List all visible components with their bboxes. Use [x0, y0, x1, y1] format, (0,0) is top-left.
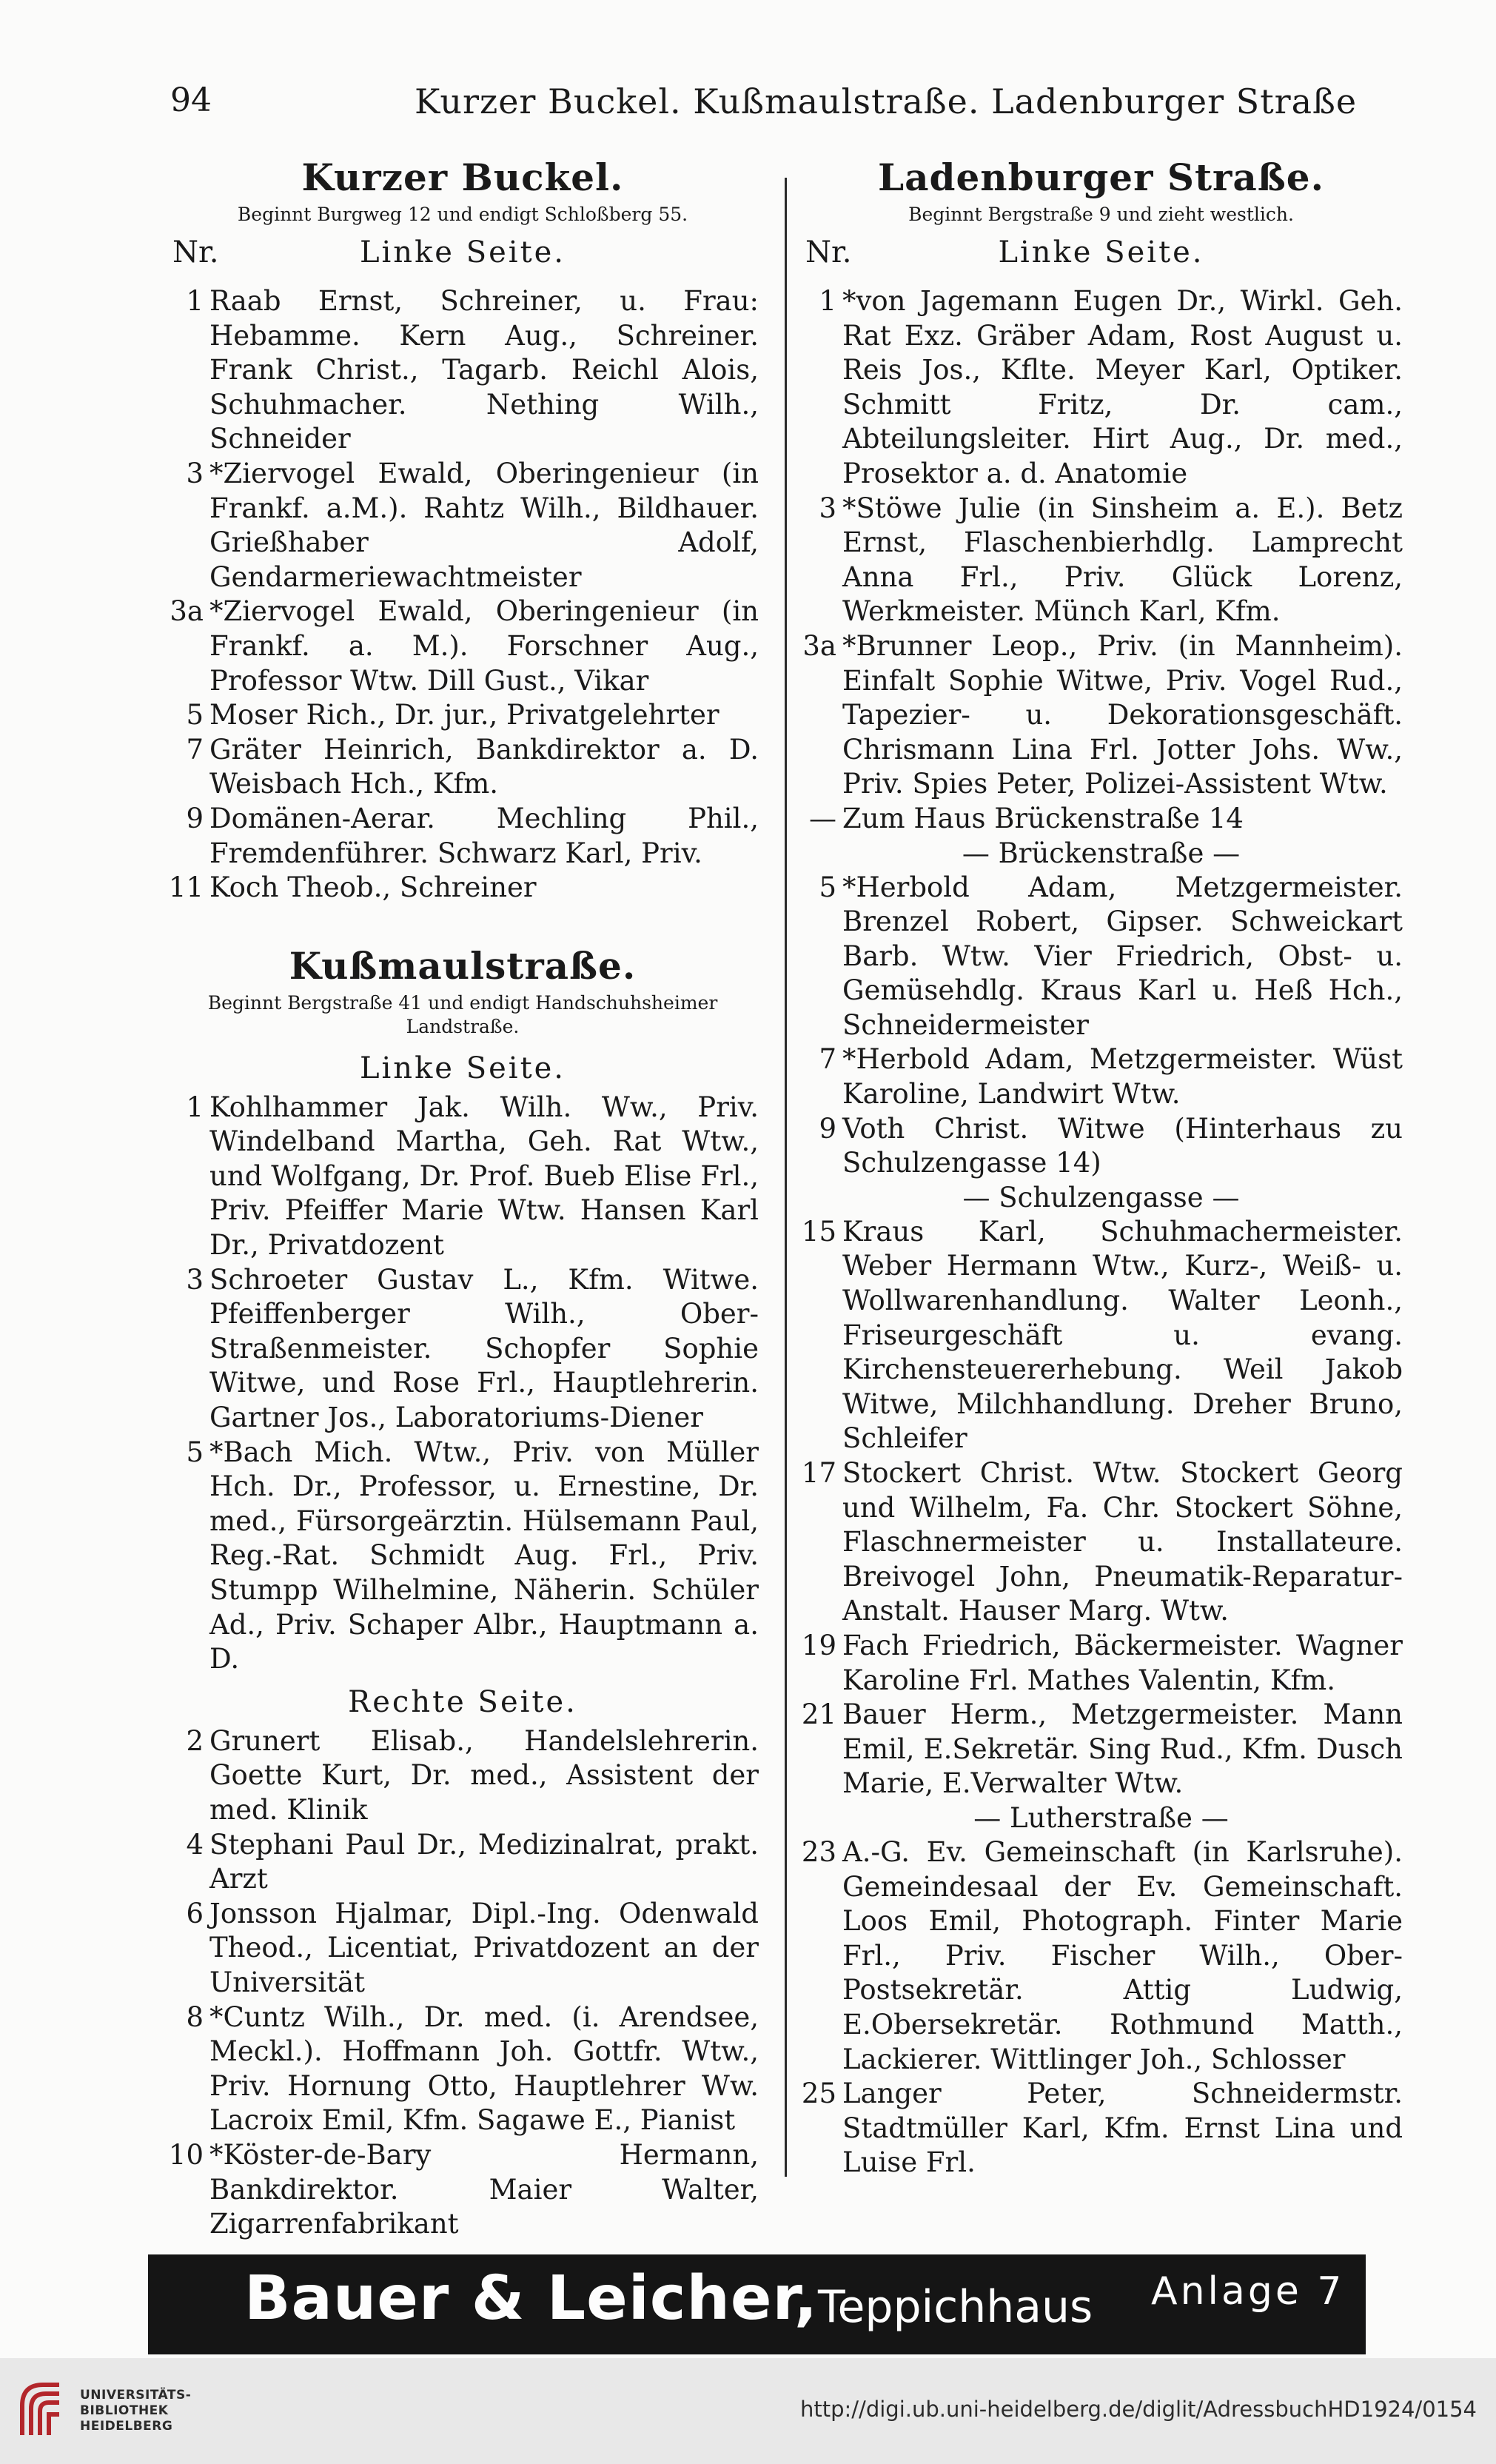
- house-number: 1: [819, 285, 836, 317]
- address-entry: [167, 1897, 759, 2001]
- house-number: 2: [186, 1724, 204, 1757]
- entry-text: Zum Haus Brückenstraße 14: [842, 802, 1244, 834]
- ad-address: Anlage 7: [1151, 2269, 1345, 2314]
- entry-text: *Bach Mich. Wtw., Priv. von Müller Hch. Dr., Professor, u. Ernestine, Dr. med., Fürsorgeärztin. Hülsemann Paul, Reg.-Rat. Schmidt Aug. Frl., Priv. Stumpp Wilhelmine, Näherin. Schüler Ad., Priv. Schaper Albr., Hauptmann a. D.: [209, 1436, 759, 1675]
- house-number: 9: [819, 1112, 836, 1145]
- ad-product: Teppichhaus: [818, 2281, 1093, 2333]
- permalink-url[interactable]: http://digi.ub.uni-heidelberg.de/diglit/AdressbuchHD1924/0154: [799, 2397, 1477, 2422]
- library-logo-icon: [16, 2380, 68, 2440]
- house-number: 4: [186, 1828, 204, 1861]
- library-name-line: UNIVERSITÄTS-: [80, 2388, 192, 2403]
- house-number: 3: [186, 457, 204, 489]
- house-number: 9: [186, 802, 204, 834]
- entry-text: Schroeter Gustav L., Kfm. Witwe. Pfeiffenberger Wilh., Ober-Straßenmeister. Schopfer Sophie Witwe, und Rose Frl., Hauptlehrerin. Gartner Jos., Laboratoriums-Diener: [209, 1263, 759, 1434]
- entry-text: Langer Peter, Schneidermstr. Stadtmüller Karl, Kfm. Ernst Lina und Luise Frl.: [842, 2078, 1403, 2179]
- address-entry: [799, 1215, 1403, 1456]
- address-entry: [167, 1724, 759, 1828]
- side-label-left: Linke Seite.: [359, 1051, 566, 1085]
- cross-street: — Schulzengasse —: [962, 1181, 1240, 1213]
- entry-text: Koch Theob., Schreiner: [209, 871, 537, 904]
- address-entry: [167, 284, 759, 457]
- section-gap: [167, 905, 759, 944]
- entry-text: Jonsson Hjalmar, Dipl.-Ing. Odenwald Theod., Licentiat, Privatdozent an der Universität: [209, 1897, 759, 1998]
- address-entry: [799, 1629, 1403, 1698]
- address-entry: [799, 1456, 1403, 1629]
- section-ladenburger-strasse: [799, 155, 1403, 2180]
- entry-text: *Herbold Adam, Metzgermeister. Brenzel Robert, Gipser. Schweickart Barb. Wtw. Vier Friedrich, Obst- u. Gemüsehdlg. Kraus Karl u. Heß Hch., Schneidermeister: [842, 871, 1403, 1041]
- address-entry: [167, 2138, 759, 2242]
- address-entry: [799, 1835, 1403, 2077]
- house-number: 6: [186, 1897, 204, 1929]
- entry-text: *Brunner Leop., Priv. (in Mannheim). Einfalt Sophie Witwe, Priv. Vogel Rud., Tapezier- u. Dekorationsgeschäft. Chrismann Lina Frl. Jotter Johs. Ww., Priv. Spies Peter, Polizei-Assistent Wtw.: [842, 629, 1403, 800]
- section-description: Beginnt Burgweg 12 und endigt Schloßberg 55.: [237, 204, 688, 225]
- house-number: 11: [168, 871, 204, 904]
- entry-text: Moser Rich., Dr. jur., Privatgelehrter: [209, 699, 720, 732]
- house-number: 15: [801, 1215, 836, 1248]
- address-entry: [799, 871, 1403, 1043]
- entry-text: Fach Friedrich, Bäckermeister. Wagner Karoline Frl. Mathes Valentin, Kfm.: [842, 1629, 1403, 1696]
- cross-street: — Lutherstraße —: [973, 1801, 1229, 1834]
- house-number: 25: [801, 2078, 836, 2110]
- address-entry: [799, 1112, 1403, 1181]
- nr-label: Nr.: [172, 235, 219, 270]
- section-kurzer-buckel: [167, 155, 759, 905]
- section-title: Kußmaulstraße.: [289, 943, 637, 988]
- section-title: Kurzer Buckel.: [301, 155, 624, 199]
- address-entry: [799, 802, 1403, 837]
- column-divider: [785, 178, 787, 2177]
- entry-text: *von Jagemann Eugen Dr., Wirkl. Geh. Rat Exz. Gräber Adam, Rost August u. Reis Jos., Kflte. Meyer Karl, Optiker. Schmitt Fritz, Dr. cam., Abteilungsleiter. Hirt Aug., Dr. med., Prosektor a. d. Anatomie: [842, 285, 1403, 489]
- house-number: 5: [186, 1436, 204, 1468]
- column-header-row: [167, 235, 759, 278]
- viewer-footer: [0, 2358, 1496, 2464]
- side-label-right: Rechte Seite.: [348, 1684, 577, 1719]
- house-number: 1: [186, 1091, 204, 1123]
- library-name-line: BIBLIOTHEK: [80, 2403, 169, 2418]
- house-number: 21: [801, 1698, 836, 1731]
- running-title: Kurzer Buckel. Kußmaulstraße. Ladenburger Straße: [415, 81, 1358, 121]
- address-entry: [799, 2077, 1403, 2180]
- address-entry: [167, 802, 759, 871]
- address-entry: [799, 492, 1403, 629]
- house-number: 23: [801, 1835, 836, 1868]
- entry-text: *Stöwe Julie (in Sinsheim a. E.). Betz Ernst, Flaschenbierhdlg. Lamprecht Anna Frl., Priv. Glück Lorenz, Werkmeister. Münch Karl, Kfm.: [842, 492, 1403, 628]
- entry-text: Domänen-Aerar. Mechling Phil., Fremdenführer. Schwarz Karl, Priv.: [209, 802, 759, 869]
- entry-text: Kraus Karl, Schuhmachermeister. Weber Hermann Wtw., Kurz-, Weiß- u. Wollwarenhandlung. Walter Leonh., Friseurgeschäft u. evang. Kirchensteuererhebung. Weil Jakob Witwe, Milchhandlung. Dreher Bruno, Schleifer: [842, 1215, 1403, 1455]
- entry-text: *Köster-de-Bary Hermann, Bankdirektor. Maier Walter, Zigarrenfabrikant: [209, 2138, 759, 2240]
- entry-text: Raab Ernst, Schreiner, u. Frau: Hebamme. Kern Aug., Schreiner. Frank Christ., Tagarb. Reichl Alois, Schuhmacher. Nething Wilh., Schneider: [209, 285, 759, 455]
- house-number: 3a: [802, 629, 836, 662]
- house-number: 8: [186, 2001, 204, 2033]
- nr-label: Nr.: [805, 235, 852, 270]
- house-number: 19: [801, 1629, 836, 1661]
- house-number: 3: [186, 1263, 204, 1296]
- cross-street: — Brückenstraße —: [962, 837, 1241, 869]
- house-number: 5: [186, 699, 204, 732]
- entry-text: Stockert Christ. Wtw. Stockert Georg und Wilhelm, Fa. Chr. Stockert Söhne, Flaschnermeister u. Installateure. Breivogel John, Pneumatik-Reparatur-Anstalt. Hauser Marg. Wtw.: [842, 1457, 1403, 1627]
- house-number: 3: [819, 492, 836, 524]
- house-number: —: [809, 802, 836, 834]
- address-entry: [167, 2001, 759, 2138]
- entry-text: Bauer Herm., Metzgermeister. Mann Emil, E.Sekretär. Sing Rud., Kfm. Dusch Marie, E.Verwalter Wtw.: [842, 1698, 1403, 1800]
- house-number: 7: [819, 1043, 836, 1076]
- address-entry: [167, 1263, 759, 1436]
- house-number: 3a: [170, 595, 204, 628]
- section-description: Beginnt Bergstraße 9 und zieht westlich.: [908, 204, 1294, 225]
- advertisement-banner: [148, 2254, 1366, 2354]
- house-number: 7: [186, 733, 204, 766]
- left-column: [167, 155, 759, 2242]
- house-number: 1: [186, 285, 204, 317]
- entry-text: *Cuntz Wilh., Dr. med. (i. Arendsee, Meckl.). Hoffmann Joh. Gottfr. Wtw., Priv. Hornung Otto, Hauptlehrer Ww. Lacroix Emil, Kfm. Sagawe E., Pianist: [209, 2001, 759, 2137]
- address-entry: [167, 457, 759, 595]
- ad-brand-name: Bauer & Leicher,: [244, 2263, 818, 2334]
- address-entry: [799, 629, 1403, 802]
- entry-text: Gräter Heinrich, Bankdirektor a. D. Weisbach Hch., Kfm.: [209, 733, 759, 800]
- library-name: [80, 2388, 191, 2434]
- address-entry: [799, 1042, 1403, 1111]
- address-entry: [167, 733, 759, 802]
- address-entry: [799, 284, 1403, 492]
- right-column: [799, 155, 1403, 2180]
- address-entry: [167, 698, 759, 733]
- address-entry: [167, 595, 759, 698]
- entry-text: *Herbold Adam, Metzgermeister. Wüst Karoline, Landwirt Wtw.: [842, 1043, 1403, 1111]
- entry-text: Kohlhammer Jak. Wilh. Ww., Priv. Windelband Martha, Geh. Rat Wtw., und Wolfgang, Dr. Prof. Bueb Elise Frl., Priv. Pfeiffer Marie Wtw. Hansen Karl Dr., Privatdozent: [209, 1091, 759, 1262]
- library-name-line: HEIDELBERG: [80, 2419, 173, 2434]
- entry-text: Voth Christ. Witwe (Hinterhaus zu Schulzengasse 14): [842, 1112, 1403, 1179]
- running-header: [170, 81, 1421, 133]
- address-entry: [167, 1436, 759, 1677]
- house-number: 17: [801, 1457, 836, 1489]
- entry-text: *Ziervogel Ewald, Oberingenieur (in Frankf. a.M.). Rahtz Wilh., Bildhauer. Grießhaber Adolf, Gendarmeriewachtmeister: [209, 457, 759, 593]
- address-entry: [167, 871, 759, 905]
- section-title: Ladenburger Straße.: [877, 155, 1324, 199]
- page-number: 94: [170, 81, 212, 119]
- entry-text: *Ziervogel Ewald, Oberingenieur (in Frankf. a. M.). Forschner Aug., Professor Wtw. Dill Gust., Vikar: [209, 595, 759, 697]
- column-header-row: [799, 235, 1403, 278]
- house-number: 10: [168, 2138, 204, 2171]
- section-kussmaulstrasse: [167, 944, 759, 2242]
- address-entry: [167, 1828, 759, 1897]
- entry-text: Stephani Paul Dr., Medizinalrat, prakt. Arzt: [209, 1828, 759, 1895]
- address-entry: [799, 1698, 1403, 1801]
- entry-text: A.-G. Ev. Gemeinschaft (in Karlsruhe). Gemeindesaal der Ev. Gemeinschaft. Loos Emil, Photograph. Finter Marie Frl., Priv. Fischer Wilh., Ober-Postsekretär. Attig Ludwig, E.Obersekretär. Rothmund Matth., Lackierer. Wittlinger Joh., Schlosser: [842, 1835, 1403, 2075]
- side-label-left: Linke Seite.: [359, 235, 566, 270]
- house-number: 5: [819, 871, 836, 903]
- address-entry: [167, 1091, 759, 1263]
- side-label-left: Linke Seite.: [998, 235, 1204, 270]
- section-description: Beginnt Bergstraße 41 und endigt Handschuhsheimer Landstraße.: [207, 991, 718, 1037]
- entry-text: Grunert Elisab., Handelslehrerin. Goette Kurt, Dr. med., Assistent der med. Klinik: [209, 1724, 759, 1826]
